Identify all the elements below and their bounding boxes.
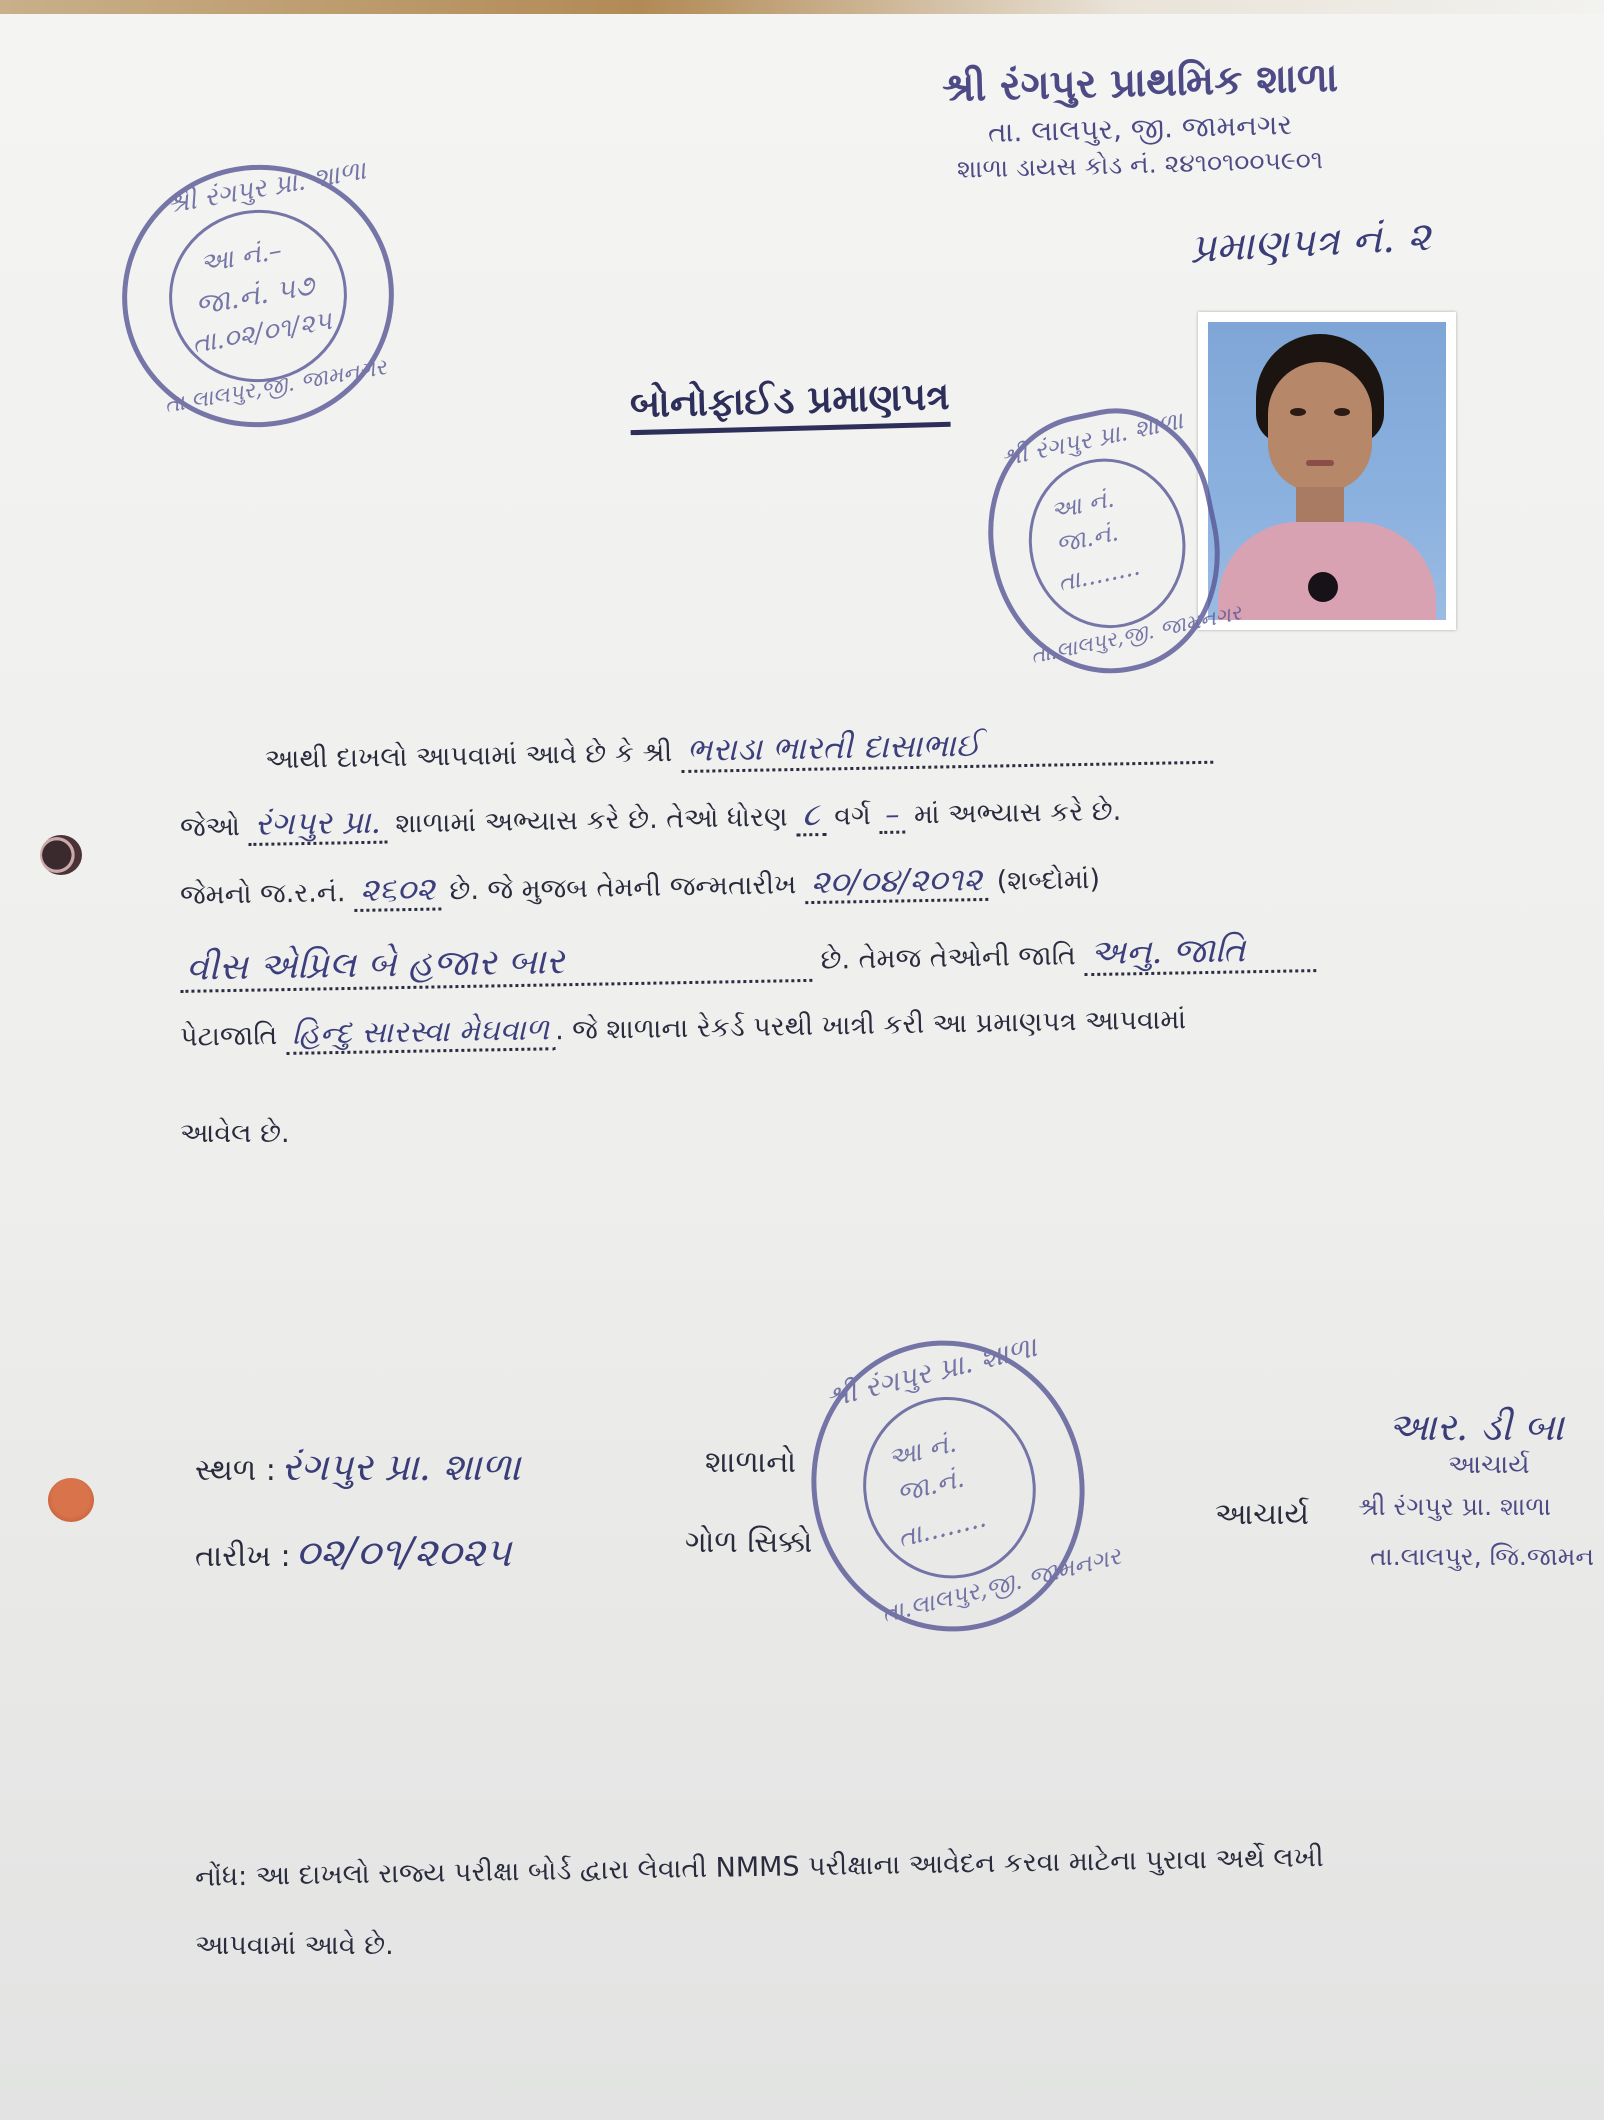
paper-edge — [0, 0, 1604, 14]
body-line-5 — [180, 1001, 1187, 1054]
school-address: તા. લાલપુર, જી. જામનગર — [987, 108, 1293, 149]
stamp-inward-no: આ નં. — [1048, 484, 1117, 525]
certificate-number: પ્રમાણપત્ર નં. ૨ — [1188, 213, 1432, 273]
stamp-ring-text: શ્રી રંગપુર પ્રા. શાળા — [822, 1330, 1040, 1415]
gr-number: ૨૬૦૨ — [354, 869, 441, 912]
body-text: વર્ગ — [834, 800, 872, 832]
standard-value: ૮ — [796, 795, 826, 837]
body-text: આવેલ છે. — [180, 1118, 290, 1149]
stamp-outward-no: જા.નં. ૫૭ — [192, 268, 317, 322]
sig-stamp-school: શ્રી રંગપુર પ્રા. શાળા — [1358, 1492, 1552, 1521]
school-value: રંગપુર પ્રા. — [248, 803, 387, 846]
school-stamp-top-left — [101, 143, 414, 448]
place-row — [195, 1445, 520, 1490]
stamp-inward-no: આ નં. — [885, 1428, 960, 1475]
stamp-ring-text: શ્રી રંગપુર પ્રા. શાળા — [998, 406, 1186, 473]
date-row — [195, 1530, 511, 1576]
body-text: (શબ્દોમાં) — [996, 863, 1101, 897]
body-line-3 — [180, 858, 1101, 913]
body-text: માં અભ્યાસ કરે છે. — [913, 795, 1122, 831]
stamp-bottom-text: તા.લાલપુર,જી. જામનગર — [1028, 600, 1244, 669]
body-line-1 — [265, 722, 1213, 781]
stamp-outward-no: જા.નં. — [1053, 518, 1121, 559]
caste-value: અનુ. જાતિ — [1084, 929, 1317, 976]
note-line-2: આપવામાં આવે છે. — [195, 1930, 394, 1961]
principal-signature: આર. ડી બા — [1388, 1405, 1564, 1449]
date-of-birth: ૨૦/૦૪/૨૦૧૨ — [805, 860, 989, 904]
seal-label: શાળાનો — [705, 1445, 797, 1480]
body-text: . જે શાળાના રેકર્ડ પરથી ખાત્રી કરી આ પ્રમાણપત્ર આપવામાં — [554, 1004, 1187, 1047]
stamp-outward-no: જા.નં. — [893, 1463, 968, 1510]
seal-label: ગોળ સિક્કો — [685, 1525, 813, 1560]
body-line-6 — [180, 1118, 290, 1150]
body-text: છે. તેમજ તેઓની જાતિ — [820, 940, 1077, 976]
body-text: જેમનો જ.ર.નં. — [179, 877, 346, 912]
principal-label: આચાર્ય — [1215, 1497, 1310, 1532]
place-value: રંગપુર પ્રા. શાળા — [281, 1445, 521, 1489]
punch-hole — [48, 1478, 94, 1522]
body-line-4 — [180, 928, 1317, 993]
body-text: આથી દાખલો આપવામાં આવે છે કે શ્રી — [264, 737, 673, 776]
certificate-title — [629, 374, 950, 435]
stamp-ring-text: શ્રી રંગપુર પ્રા. શાળા — [165, 155, 369, 221]
school-round-seal — [781, 1311, 1124, 1660]
student-name: ભરાડા ભારતી દાસાભાઈ — [680, 722, 1213, 773]
sig-stamp-role: આચાર્ય — [1448, 1450, 1530, 1480]
subcaste-value: હિન્દુ સારસ્વા મેઘવાળ — [286, 1012, 556, 1055]
stamp-bottom-text: તા.લાલપુર,જી. જામનગર — [162, 355, 389, 419]
punch-hole — [40, 835, 82, 875]
student-photo — [1198, 312, 1456, 630]
note-line-1: નોંધ: આ દાખલો રાજ્ય પરીક્ષા બોર્ડ દ્વારા લેવાતી NMMS પરીક્ષાના આવેદન કરવા માટેના પુરાવા અર્થે લખી — [194, 1842, 1324, 1893]
sig-stamp-address: તા.લાલપુર, જિ.જામન — [1370, 1542, 1595, 1571]
body-text: શાળામાં અભ્યાસ કરે છે. તેઓ ધોરણ — [395, 801, 788, 840]
stamp-date: તા........ — [1055, 552, 1143, 598]
body-text: છે. જે મુજબ તેમની જન્મતારીખ — [449, 869, 797, 907]
stamp-inward-no: આ નં.– — [198, 235, 284, 280]
body-text: જેઓ — [179, 811, 241, 844]
division-value: – — [879, 798, 906, 834]
date-label: તારીખ : — [195, 1539, 291, 1574]
body-text: પેટાજાતિ — [179, 1020, 278, 1053]
school-dise-code: શાળા ડાયસ કોડ નં. ૨૪૧૦૧૦૦૫૯૦૧ — [956, 145, 1324, 184]
certificate-title-text: બોનોફાઈડ પ્રમાણપત્ર — [629, 374, 950, 433]
stamp-date: તા........ — [894, 1503, 990, 1555]
body-line-2 — [180, 790, 1122, 845]
school-name: શ્રી રંગપુર પ્રાથમિક શાળા — [941, 54, 1339, 112]
place-label: સ્થળ : — [195, 1453, 276, 1488]
dob-in-words: વીસ એપ્રિલ બે હજાર બાર — [180, 937, 813, 993]
stamp-date: તા.૦૨/૦૧/૨૫ — [189, 305, 335, 360]
stamp-bottom-text: તા.લાલપુર,જી. જામનગર — [878, 1541, 1124, 1629]
date-value: ૦૨/૦૧/૨૦૨૫ — [295, 1530, 512, 1576]
